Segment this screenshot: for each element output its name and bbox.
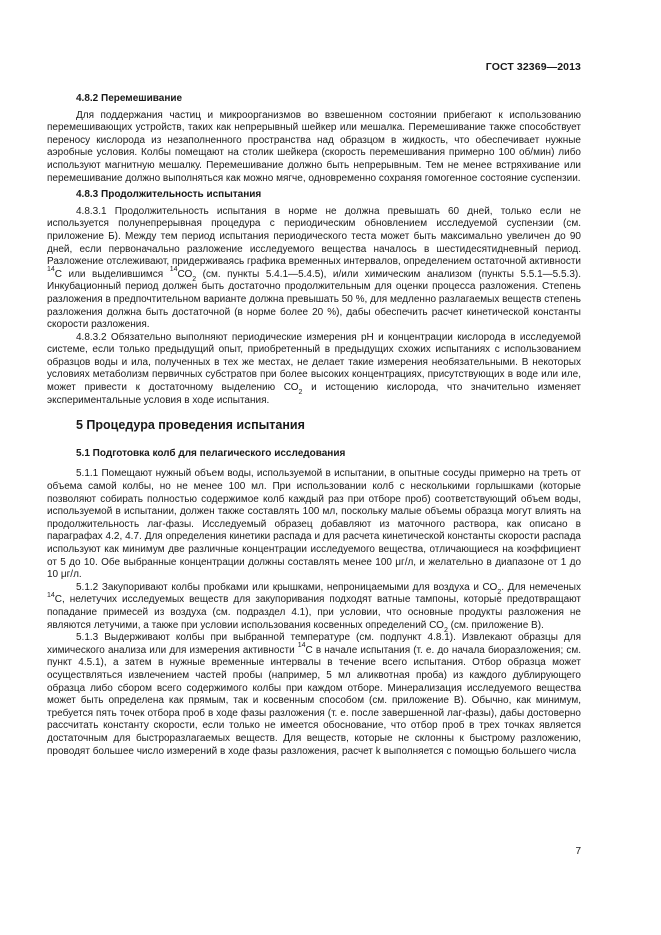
- heading-section-5: 5 Процедура проведения испытания: [76, 418, 305, 433]
- paragraph-5-1-3: 5.1.3 Выдерживают колбы при выбранной температуре (см. подпункт 4.8.1). Извлекают образцы для химического анализа или для измерения активности $^{14}$С в начале испытания (т. е. до начала биоразложения; см. пункт 4.5.1), а затем в нужные временные интервалы в течение всего испытания. Отбор образца может осуществляться извлечением частей пробы (например, 5 мл аликвотная проба) из каждого дублирующего образца либо сбором всего содержимого колбы при каждом отборе. Минерализация исследуемого вещества может быть определена как прямым, так и косвенным способом (см. приложение В). Обычно, как минимум, требуется пять точек отбора проб в ходе фазы разложения (т. е. после завершенной лаг-фазы), дабы достоверно рассчитать константу скорости, если только не имеется обоснование, что отбор проб в трех точках является достаточным для быстроразлагаемых веществ. Для веществ, которые не склонны к быстрому разложению, проводят большее число измерений в ходе фазы разложения, расчет k выполняется с помощью большего числа: [47, 632, 581, 757]
- paragraph-4-8-3-2: 4.8.3.2 Обязательно выполняют периодические измерения pH и концентрации кислорода в исследуемой системе, если только предыдущий опыт, приобретенный в предыдущих схожих испытаниях с использованием образцов воды и ила, полученных в тех же местах, не делает такие измерения необязательными. В некоторых условиях метаболизм первичных субстратов при более высоких концентрациях, присутствующих в воде или иле, может привести к достаточному выделению $СО_2$ и истощению кислорода, что значительно изменяет экспериментальные условия в ходе испытания.: [47, 331, 581, 406]
- paragraph-5-1-2: 5.1.2 Закупоривают колбы пробками или крышками, непроницаемыми для воздуха и $СО_2$. Для немеченых $^{14}$С, нелетучих исследуемых веществ для закупоривания подходят ватные тампоны, которые предотвращают попадание примесей из воздуха (см. подраздел 4.1), при условии, что основные продукты разложения не являются летучими, а также при условии использования косвенных определений $СО_2$ (см. приложение В).: [47, 581, 581, 634]
- document-code-header: ГОСТ 32369—2013: [485, 61, 581, 73]
- heading-5-1: 5.1 Подготовка колб для пелагического исследования: [76, 447, 346, 459]
- document-body: [47, 93, 581, 758]
- paragraph-4-8-2: Для поддержания частиц и микроорганизмов во взвешенном состоянии прибегают к использованию перемешивающих устройств, таких как непрерывный шейкер или мешалка. Перемешивание также способствует переносу кислорода из незаполненного пространства над образцом в жидкость, что обеспечивает нужные аэробные условия. Колбы помещают на столик шейкера (скорость перемешивания примерно 100 об/мин) либо используют магнитную мешалку. Перемешивание должно быть непрерывным. Тем не менее встряхивание или перемешивание должно выполняться как можно мягче, одновременно сохраняя гомогенное состояние суспензии.: [47, 109, 581, 184]
- heading-4-8-3: 4.8.3 Продолжительность испытания: [76, 189, 262, 201]
- paragraph-4-8-3-1: 4.8.3.1 Продолжительность испытания в норме не должна превышать 60 дней, только если не используется полунепрерывная процедура с периодическим обновлением исследуемой суспензии (см. приложение Б). Между тем период испытания периодического теста может быть максимально увеличен до 90 дней, если первоначально разложение исследуемого вещества началось в шестидесятидневный период. Разложение отслеживают, придерживаясь графика временных интервалов, определением остаточной активности $^{14}$С или выделившимся $^{14}СО_2$ (см. пункты 5.4.1—5.4.5), и/или химическим анализом (пункты 5.5.1—5.5.3). Инкубационный период должен быть достаточно продолжительным для оценки процесса разложения. Степень разложения в предпочтительном варианте должна превышать 50 %, для медленно разлагаемых веществ степень разложения должна быть достаточной (в норме более 20 %), дабы обеспечить расчет кинетической константы скорости разложения.: [47, 205, 581, 331]
- paragraph-5-1-1: 5.1.1 Помещают нужный объем воды, используемой в испытании, в опытные сосуды примерно на треть от объема самой колбы, но не менее 100 мл. При использовании колб с несколькими горлышками (которые позволяют собирать полностью содержимое колб каждый раз при отборе проб) соответствующий объем воды, используемой в испытании, должен также составлять 100 мл, поскольку малые объемы образца могут влиять на продолжительность лаг-фазы. Исследуемый образец добавляют из маточного раствора, как описано в параграфах 4.2, 4.7. Для определения кинетики распада и для расчета кинетической константы скорости распада используют как минимум две различные концентрации исследуемого вещества, отличающиеся на коэффициент от 5 до 10. Обе выбранные концентрации должны составлять менее 100 μг/л, и желательно в диапазоне от 1 до 10 μг/л.: [47, 468, 581, 581]
- heading-4-8-2: 4.8.2 Перемешивание: [76, 93, 183, 104]
- page-number: 7: [575, 846, 581, 857]
